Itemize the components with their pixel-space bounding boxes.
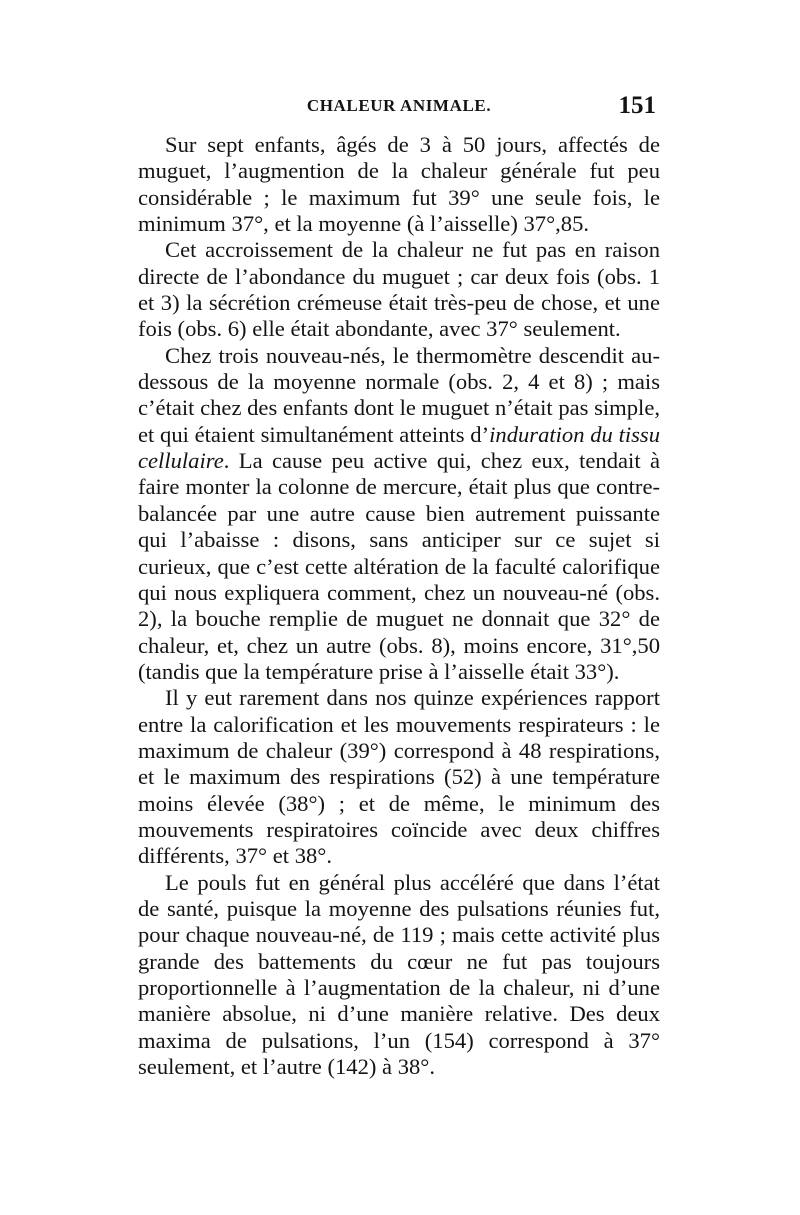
paragraph-3-text-before: Chez trois nouveau-nés, le thermomètre descendit au-dessous de la moyenne normale (obs. 2, 4 et 8) ; mais c’était chez des enfants dont le muguet n’était pas simple, et qui étaient simultanément atteints d’ (138, 342, 660, 447)
paragraph-2: Cet accroissement de la chaleur ne fut pas en raison directe de l’abondance du muguet ; car deux fois (obs. 1 et 3) la sécrétion crémeuse était très-peu de chose, et une fois (obs. 6) elle était abondante, avec 37° seulement. (138, 237, 660, 342)
paragraph-1: Sur sept enfants, âgés de 3 à 50 jours, affectés de muguet, l’augmention de la chaleur générale fut peu considérable ; le maximum fut 39° une seule fois, le minimum 37°, et la moyenne (à l’aisselle) 37°,85. (138, 132, 660, 237)
paragraph-5: Le pouls fut en général plus accéléré que dans l’état de santé, puisque la moyenne des pulsations réunies fut, pour chaque nouveau-né, de 119 ; mais cette activité plus grande des battements du cœur ne fut pas toujours proportionnelle à l’augmentation de la chaleur, ni d’une manière absolue, ni d’une manière relative. Des deux maxima de pulsations, l’un (154) correspond à 37° seulement, et l’autre (142) à 38°. (138, 869, 660, 1080)
paragraph-4: Il y eut rarement dans nos quinze expériences rapport entre la calorification et les mouvements respirateurs : le maximum de chaleur (39°) correspond à 48 respirations, et le maximum des respirations (52) à une température moins élevée (38°) ; et de même, le minimum des mouvements respiratoires coïncide avec deux chiffres différents, 37° et 38°. (138, 685, 660, 869)
book-page (138, 92, 660, 1080)
running-title: CHALEUR ANIMALE. (306, 96, 492, 115)
page-number: 151 (618, 92, 656, 119)
paragraph-3-text-after: . La cause peu active qui, chez eux, tendait à faire monter la colonne de mercure, était plus que contre-balancée par une autre cause bien autrement puissante qui l’abaisse : disons, sans anticiper sur ce sujet si curieux, que c’est cette altération de la faculté calorifique qui nous expliquera comment, chez un nouveau-né (obs. 2), la bouche remplie de muguet ne donnait que 32° de chaleur, et, chez un autre (obs. 8), moins encore, 31°,50 (tandis que la température prise à l’aisselle était 33°). (138, 448, 660, 684)
paragraph-3 (138, 343, 660, 685)
body-text (138, 132, 660, 1080)
paragraph-3-italic-term: induration du tissu cellulaire (138, 421, 661, 474)
page-header (138, 92, 660, 132)
